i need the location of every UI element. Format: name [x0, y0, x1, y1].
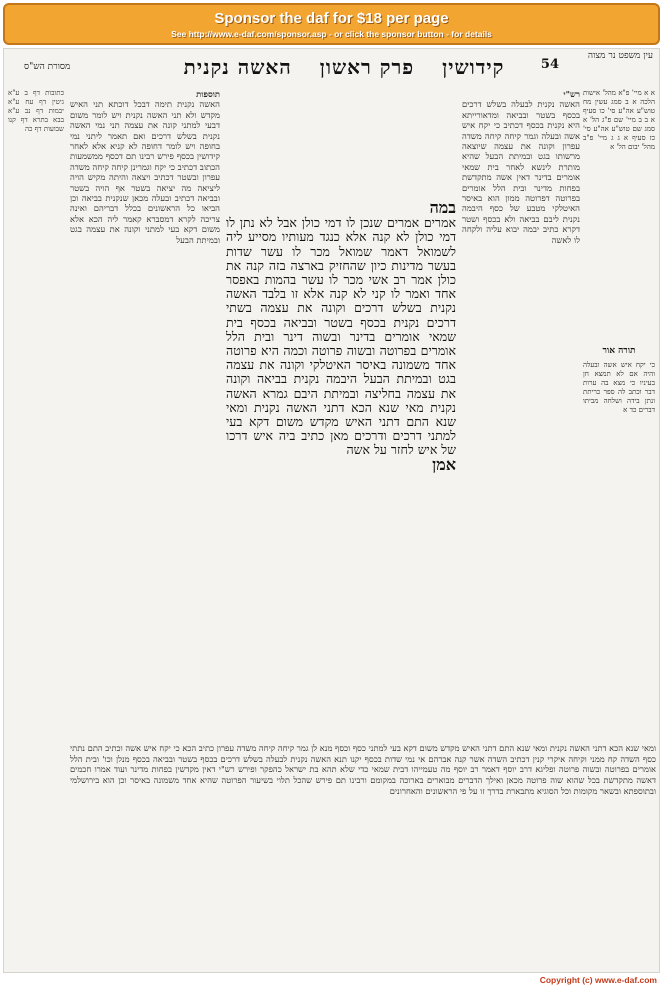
header-title-tractate: קידושין — [442, 55, 505, 79]
header-masoret-label: מסורת הש"ס — [24, 62, 71, 72]
page-number: 54 — [540, 57, 559, 72]
ein-mishpat-text: א א מיי' פ"א מהל' אישות הלכה א ב סמג עשין מח טוש"ע אה"ע סי' כו סעיף א ב ב מיי' שם פ"ג הל' א סמג שם טוש"ע אה"ע סי' כז סעיף א ג ג מיי' פ"ב מהל' יבום הל' א — [583, 89, 655, 151]
bottom-commentary-text: ומאי שנא הכא דתני האשה נקנית ומאי שנא התם דתני האיש מקדש משום דקא בעי למתני כסף וכסף מנא לן גמר קיחה קיחה משדה עפרון כתיב הכא כי יקח איש אשה וכתיב התם נתתי כסף השדה קח ממני וקיחה איקרי קנין דכתיב השדה אשר קנה אברהם אי נמי שדות בכסף יקנו תנא האשה נקנית לבעלה בשלש דרכים בכסף בשטר ובביאה בכסף מנלן וכו' ובית הלל אומרים בפרוטה ובשוה פרוטה ופליגא דרב יוסף דאמר רב יוסף מה טעמייהו דבית שמאי כדי שלא תהא בת ישראל כהפקר ופירש רש"י דאין מקדשין בפחות מדינר ועוד אמרו חכמים דאשה מתקדשת בכל שהוא שוה פרוטה מכאן ואילך הדברים מבוארים בארוכה במקומם ורבינו תם פירש שהכל תלוי בשיעור הפרוטה שהיא אחד משמונה באיסר וכן הוא בירושלמי ובתוספתא ובשאר מקומות וכל הסוגיא מתבארת בדרך זו על פי הראשונים והאחרונים — [70, 743, 656, 796]
rashi-text: האשה נקנית לבעלה בשלש דרכים בכסף בשטר ובביאה ומדאורייתא היא נקנית בכסף דכתיב כי יקח איש אשה ובעלה וגמר קיחה קיחה משדה עפרון וקונה את עצמה שיוצאה מרשותו בגט ובמיתת הבעל שהיא מותרת לינשא לאחר בית שמאי אומרים בדינר דאין אשה מתקדשת בפחות מדינר ובית הלל אומרים בפרוטה דפרוטה ממון הוא באיסר האיטלקי מטבע של כסף היבמה נקנית ליבם בביאה ולא בכסף ושטר דקרא כתיב יבמה יבוא עליה ולקחה לו לאשה — [462, 99, 580, 245]
header-title-chapter-number: פרק ראשון — [319, 55, 415, 79]
gemara-column — [226, 201, 456, 711]
tosafot-heading: תוספות — [196, 89, 220, 99]
bottom-commentary-block — [70, 735, 656, 967]
header-title — [154, 55, 534, 80]
rashi-heading: רש"י — [563, 89, 580, 99]
torah-or-heading: תורה אור — [602, 346, 636, 356]
gemara-amen-word: אמן — [432, 454, 456, 474]
gemara-opening-word: במה — [429, 201, 456, 217]
sponsor-banner-subtitle: See http://www.e-daf.com/sponsor.asp - or click the sponsor button - for details — [171, 29, 492, 39]
sponsor-banner-button[interactable] — [3, 3, 660, 45]
ein-mishpat-column — [583, 89, 655, 339]
torah-or-column — [583, 361, 655, 661]
tosafot-text: האשה נקנית תימה דבכל דוכתא תני האיש מקדש ולא תני האשה נקנית ויש לומר משום דבעי למתני קונה את עצמה תני נמי האשה נקנית בשלש דרכים ואם תאמר ליתני נמי בחופה ויש לומר דחופה לא קניא אלא לאחר קידושין בכסף פירש רבינו תם דכסף ממשמעות הכתוב דכתיב כי יקח וגמרינן קיחה קיחה משדה עפרון ובשטר דכתיב ויצאה והיתה מקיש הויה ליציאה מה יציאה בשטר אף הויה בשטר ובביאה דכתיב ובעלה מכאן שנקנית בביאה וכן הביאו כל הראשונים בכלל דבריהם ואינה צריכה לקרא דמסברא קאמר ליה הכא אלא משום דקא בעי למתני וקונה את עצמה בגט ובמיתת הבעל — [70, 99, 220, 245]
copyright-text: Copyright (c) www.e-daf.com — [539, 975, 657, 985]
header-ein-mishpat-label: עין משפט נר מצוה — [587, 51, 653, 61]
tosafot-column — [70, 89, 220, 729]
talmud-page — [3, 48, 660, 973]
torah-or-text: כי יקח איש אשה ובעלה והיה אם לא תמצא חן בעיניו כי מצא בה ערות דבר וכתב לה ספר כריתת ונתן בידה ושלחה מביתו דברים כד א — [583, 361, 655, 414]
gemara-text: אמרים אמרים שנכן לו דמי כולן אבל לא נתן לו דמי כולן לא קנה אלא כנגד מעותיו מסייע ליה לשמואל דאמר שמואל מכר לו עשר שדות בעשר מדינות כיון שהחזיק בארצה בזה קנה את כולן אמר רב אשי מכר לו עשר בהמות באפסר אחד ואמר לו קני לא קנה אלא זו בלבד האשה נקנית בשלש דרכים וקונה את עצמה בשתי דרכים נקנית בכסף בשטר ובביאה בכסף בית שמאי אומרים בדינר ובשוה דינר ובית הלל אומרים בפרוטה ובשוה פרוטה וכמה היא פרוטה אחד משמונה באיסר האיטלקי וקונה את עצמה בגט ובמיתת הבעל היבמה נקנית בביאה וקונה את עצמה בחליצה ובמיתת היבם גמרא האשה נקנית מאי שנא הכא דתני האשה נקנית ומאי שנא התם דתני האיש מקדש משום דקא בעי למתני דרכים ודרכים מאן כתיב ביה איש דרכו של איש לחזר על אשה — [226, 215, 456, 458]
masoret-hashas-column — [8, 89, 64, 959]
masoret-hashas-text: כתובות דף ב ע"א גיטין דף עח ע"א יבמות דף נב ע"א בבא בתרא דף קנו שבועות דף כה — [8, 89, 64, 133]
page-header — [4, 49, 659, 83]
sponsor-banner-title: Sponsor the daf for $18 per page — [214, 10, 449, 27]
rashi-column — [462, 89, 580, 729]
header-title-chapter-name: האשה נקנית — [183, 55, 292, 79]
